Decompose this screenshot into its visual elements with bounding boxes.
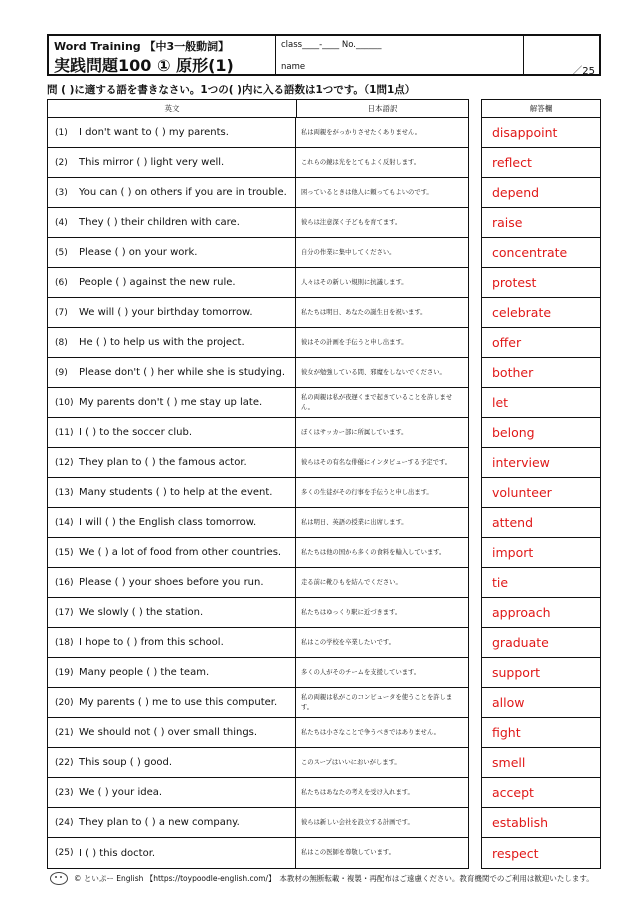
english-sentence — [48, 808, 296, 837]
question-row — [48, 628, 468, 658]
answer-field[interactable]: support — [482, 658, 600, 688]
question-row — [48, 748, 468, 778]
english-text: Please ( ) on your work. — [79, 247, 198, 258]
question-row — [48, 658, 468, 688]
english-sentence — [48, 238, 296, 267]
series-label: Word Training 【中3一般動詞】 — [54, 40, 230, 53]
answer-field[interactable]: tie — [482, 568, 600, 598]
poodle-icon — [50, 872, 68, 885]
japanese-translation: 私たちはあなたの考えを受け入れます。 — [301, 788, 414, 796]
answer-field[interactable]: offer — [482, 328, 600, 358]
english-text: This mirror ( ) light very well. — [79, 157, 225, 168]
english-sentence — [48, 178, 296, 207]
japanese-translation: 私たちは他の国から多くの食料を輸入しています。 — [301, 548, 446, 556]
question-number: (25) — [55, 848, 74, 858]
answer-field[interactable]: attend — [482, 508, 600, 538]
japanese-translation: 人々はその新しい規則に抗議します。 — [301, 278, 408, 286]
question-row — [48, 208, 468, 238]
english-text: We ( ) a lot of food from other countries. — [79, 547, 282, 558]
english-sentence — [48, 358, 296, 387]
question-row — [48, 238, 468, 268]
japanese-translation: 私たちはゆっくり駅に近づきます。 — [301, 608, 402, 616]
question-row — [48, 568, 468, 598]
question-row — [48, 148, 468, 178]
japanese-translation: ぼくはサッカー部に所属しています。 — [301, 428, 408, 436]
answer-field[interactable]: fight — [482, 718, 600, 748]
english-text: Many students ( ) to help at the event. — [79, 487, 273, 498]
column-header-english: 英文 — [48, 100, 297, 117]
japanese-translation: 私の両親は私が夜遅くまで起きていることを許しません。 — [301, 394, 453, 411]
english-sentence — [48, 658, 296, 687]
question-row — [48, 808, 468, 838]
answer-field[interactable]: bother — [482, 358, 600, 388]
question-number: (3) — [55, 187, 68, 198]
question-row — [48, 478, 468, 508]
instruction: 問 ( )に適する語を書きなさい。1つの( )内に入る語数は1つです。（1問1点） — [47, 84, 416, 96]
english-sentence — [48, 268, 296, 297]
class-number-field[interactable]: class____-____ No.______ — [281, 40, 382, 50]
answer-field[interactable]: graduate — [482, 628, 600, 658]
question-number: (12) — [55, 457, 74, 468]
answer-field[interactable]: belong — [482, 418, 600, 448]
question-number: (22) — [55, 757, 74, 768]
english-text: I don't want to ( ) my parents. — [79, 127, 229, 138]
answer-field[interactable]: raise — [482, 208, 600, 238]
question-number: (13) — [55, 487, 74, 498]
footer-text: © といぷー English 【https://toypoodle-english.com/】 本教材の無断転載・複製・再配布はご遠慮ください。教育機関でのご利用は歓迎いたします。 — [74, 874, 594, 883]
english-sentence — [48, 538, 296, 567]
question-number: (2) — [55, 157, 68, 168]
japanese-translation: 彼女が勉強している間、邪魔をしないでください。 — [301, 368, 446, 376]
question-number: (5) — [55, 247, 68, 258]
answer-field[interactable]: approach — [482, 598, 600, 628]
question-number: (4) — [55, 217, 68, 228]
japanese-translation: これらの鏡は光をとてもよく反射します。 — [301, 158, 421, 166]
answer-field[interactable]: celebrate — [482, 298, 600, 328]
english-text: Please don't ( ) her while she is studying. — [79, 367, 286, 378]
english-sentence — [48, 388, 296, 417]
japanese-translation: 多くの人がそのチームを支援しています。 — [301, 668, 421, 676]
question-row — [48, 178, 468, 208]
page-title: 実践問題100 ① 原形(1) — [54, 56, 234, 75]
japanese-translation: 多くの生徒がその行事を手伝うと申し出ます。 — [301, 488, 433, 496]
english-sentence — [48, 478, 296, 507]
question-number: (23) — [55, 787, 74, 798]
question-row — [48, 298, 468, 328]
japanese-translation: 自分の作業に集中してください。 — [301, 248, 396, 256]
english-text: I ( ) this doctor. — [79, 847, 156, 859]
answer-field[interactable]: reflect — [482, 148, 600, 178]
question-number: (6) — [55, 277, 68, 288]
name-field[interactable]: name — [281, 62, 306, 72]
english-text: I hope to ( ) from this school. — [79, 637, 224, 648]
japanese-translation: 私たちは明日、あなたの誕生日を祝います。 — [301, 308, 427, 316]
answer-field[interactable]: volunteer — [482, 478, 600, 508]
japanese-translation: 私たちは小さなことで争うべきではありません。 — [301, 728, 440, 736]
question-row — [48, 118, 468, 148]
question-row — [48, 388, 468, 418]
question-row — [48, 268, 468, 298]
english-sentence — [48, 118, 296, 147]
japanese-translation: 走る前に靴ひもを結んでください。 — [301, 578, 402, 586]
japanese-translation: 彼はその計画を手伝うと申し出ます。 — [301, 338, 408, 346]
column-header-japanese: 日本語訳 — [367, 104, 398, 113]
english-text: They ( ) their children with care. — [79, 217, 240, 228]
question-row — [48, 838, 468, 868]
question-row — [48, 688, 468, 718]
japanese-translation: 私は両親をがっかりさせたくありません。 — [301, 128, 422, 136]
score-cell[interactable] — [523, 36, 599, 77]
question-number: (1) — [55, 127, 68, 138]
japanese-translation: 彼らは注意深く子どもを育てます。 — [301, 218, 402, 226]
english-sentence — [48, 778, 296, 807]
column-header-answer: 解答欄 — [529, 104, 553, 113]
english-text: Many people ( ) the team. — [79, 667, 210, 678]
english-text: They plan to ( ) the famous actor. — [79, 457, 247, 468]
answer-field[interactable]: let — [482, 388, 600, 418]
english-sentence — [48, 208, 296, 237]
question-row — [48, 778, 468, 808]
english-sentence — [48, 448, 296, 477]
answer-field[interactable]: import — [482, 538, 600, 568]
answer-field[interactable]: interview — [482, 448, 600, 478]
japanese-translation: 私はこの学校を卒業したいです。 — [301, 638, 395, 646]
japanese-translation: 私はこの医師を尊敬しています。 — [301, 849, 395, 857]
question-number: (20) — [55, 697, 74, 708]
english-text: They plan to ( ) a new company. — [79, 817, 240, 828]
title-cell — [49, 36, 276, 74]
score-total: ／25 — [572, 66, 595, 77]
english-text: We will ( ) your birthday tomorrow. — [79, 307, 253, 318]
japanese-translation: 私は明日、英語の授業に出席します。 — [301, 518, 408, 526]
question-number: (10) — [55, 397, 74, 408]
english-text: He ( ) to help us with the project. — [79, 337, 245, 348]
english-text: People ( ) against the new rule. — [79, 277, 236, 288]
english-text: Please ( ) your shoes before you run. — [79, 577, 264, 588]
answer-field[interactable]: protest — [482, 268, 600, 298]
student-info-cell[interactable] — [275, 36, 524, 74]
english-text: I ( ) to the soccer club. — [79, 427, 193, 438]
english-text: You can ( ) on others if you are in trouble. — [79, 187, 287, 198]
question-number: (18) — [55, 637, 74, 648]
question-number: (16) — [55, 577, 74, 588]
english-sentence — [48, 568, 296, 597]
answer-field[interactable]: depend — [482, 178, 600, 208]
japanese-translation: このスープはいいにおいがします。 — [301, 758, 401, 766]
answer-table — [481, 99, 601, 869]
answer-field[interactable]: allow — [482, 688, 600, 718]
english-text: My parents ( ) me to use this computer. — [79, 697, 278, 708]
english-text: We should not ( ) over small things. — [79, 727, 258, 738]
english-sentence — [48, 298, 296, 327]
english-sentence — [48, 418, 296, 447]
question-row — [48, 718, 468, 748]
question-number: (8) — [55, 337, 68, 348]
question-table-header — [48, 100, 468, 118]
english-sentence — [48, 718, 296, 747]
english-text: We slowly ( ) the station. — [79, 607, 204, 618]
english-sentence — [48, 628, 296, 657]
question-row — [48, 448, 468, 478]
english-text: This soup ( ) good. — [79, 757, 173, 768]
question-number: (17) — [55, 607, 74, 618]
answer-field[interactable]: accept — [482, 778, 600, 808]
answer-field[interactable]: smell — [482, 748, 600, 778]
question-row — [48, 358, 468, 388]
answer-field[interactable]: establish — [482, 808, 600, 838]
english-text: We ( ) your idea. — [79, 787, 163, 798]
question-row — [48, 598, 468, 628]
japanese-translation: 私の両親は私がこのコンピュータを使うことを許します。 — [301, 694, 453, 711]
english-text: My parents don't ( ) me stay up late. — [79, 397, 263, 408]
english-sentence — [48, 598, 296, 627]
question-row — [48, 538, 468, 568]
japanese-translation: 彼らは新しい会社を設立する計画です。 — [301, 818, 414, 826]
answer-field[interactable]: disappoint — [482, 118, 600, 148]
english-sentence — [48, 148, 296, 177]
question-number: (9) — [55, 367, 68, 378]
japanese-translation: 困っているときは他人に頼ってもよいのです。 — [301, 188, 433, 196]
english-text: I will ( ) the English class tomorrow. — [79, 517, 257, 528]
question-number: (14) — [55, 517, 74, 528]
worksheet-header — [47, 34, 601, 76]
question-table — [47, 99, 469, 869]
question-row — [48, 508, 468, 538]
question-number: (21) — [55, 727, 74, 738]
english-sentence — [48, 688, 296, 717]
answer-field[interactable]: respect — [492, 845, 539, 861]
question-number: (15) — [55, 547, 74, 558]
answer-field[interactable]: concentrate — [482, 238, 600, 268]
english-sentence — [48, 838, 296, 868]
question-row — [48, 328, 468, 358]
answer-table-header — [482, 100, 600, 118]
question-row — [48, 418, 468, 448]
question-number: (7) — [55, 307, 68, 318]
footer — [50, 872, 594, 885]
english-sentence — [48, 748, 296, 777]
question-number: (24) — [55, 817, 74, 828]
english-sentence — [48, 508, 296, 537]
english-sentence — [48, 328, 296, 357]
japanese-translation: 彼らはその有名な俳優にインタビューする予定です。 — [301, 458, 452, 466]
question-number: (11) — [55, 427, 74, 438]
question-number: (19) — [55, 667, 74, 678]
